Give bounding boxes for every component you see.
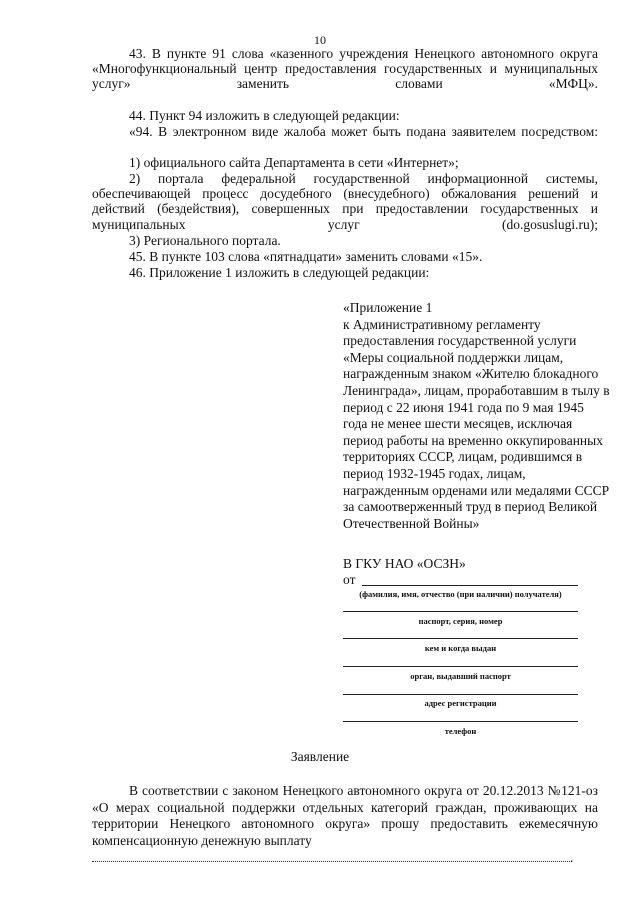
phone-line bbox=[343, 710, 578, 722]
item-43: 43. В пункте 91 слова «казенного учреждения Ненецкого автономного округа «Многофункциональный центр предоставления государственных и муниципальных услуг» заменить словами «МФЦ». bbox=[92, 46, 598, 92]
passport-line bbox=[343, 600, 578, 612]
issuer-line bbox=[343, 655, 578, 667]
item-94-sub2: 2) портала федеральной государственной информационной системы, обеспечивающей процесс досудебного (внесудебного) обжалования решений и действий (бездействия), совершенных при предоставлении государственных и муниципальных услуг (do.gosuslugi.ru); bbox=[92, 171, 598, 232]
caption-issued: кем и когда выдан bbox=[424, 643, 497, 653]
caption-issuer: орган, выдавший паспорт bbox=[410, 671, 511, 681]
dotted-fill-line bbox=[92, 853, 572, 862]
item-94-quote: «94. В электронном виде жалоба может быть подана заявителем посредством: bbox=[129, 124, 598, 139]
item-44: 44. Пункт 94 изложить в следующей редакции: bbox=[129, 108, 400, 123]
item-46: 46. Приложение 1 изложить в следующей редакции: bbox=[129, 265, 430, 280]
page-number: 10 bbox=[314, 33, 326, 47]
caption-phone: телефон bbox=[444, 726, 477, 736]
appendix-text: к Административному регламенту предоставления государственной услуги «Меры социальной поддержки лицам, награжденным знаком «Жителю блокадного Ленинграда», лицам, проработавшим в тылу в период с 22 июня 1941 года по 9 мая 1945 года не менее шести месяцев, исключая период работы на временно оккупированных территориях СССР, лицам, родившимся в период 1932-1945 годах, лицам, награжденным орденами или медалями СССР за самоотверженный труд в период Великой Отечественной Войны» bbox=[343, 316, 610, 531]
address-line bbox=[343, 683, 578, 695]
from-label: от bbox=[343, 572, 356, 587]
issued-line bbox=[343, 627, 578, 639]
item-45: 45. В пункте 103 слова «пятнадцати» заменить словами «15». bbox=[129, 249, 483, 264]
caption-passport: паспорт, серия, номер bbox=[418, 616, 503, 626]
appendix-block bbox=[343, 300, 611, 532]
appendix-heading: «Приложение 1 bbox=[343, 300, 433, 315]
statement-end-mark: . bbox=[570, 850, 574, 865]
name-line bbox=[362, 573, 578, 586]
caption-address: адрес регистрации bbox=[424, 698, 497, 708]
item-94-sub3: 3) Регионального портала. bbox=[129, 233, 281, 248]
item-94-sub1: 1) официального сайта Департамента в сети «Интернет»; bbox=[129, 155, 459, 170]
caption-full-name: (фамилия, имя, отчество (при наличии) получателя) bbox=[359, 589, 562, 599]
statement-text: В соответствии с законом Ненецкого автономного округа от 20.12.2013 №121-оз «О мерах социальной поддержки отдельных категорий граждан, проживающих на территории Ненецкого автономного округа» прошу предоставить ежемесячную компенсационную денежную выплату bbox=[92, 783, 598, 848]
statement-title: Заявление bbox=[290, 749, 350, 764]
recipient-label: В ГКУ НАО «ОСЗН» bbox=[343, 556, 466, 571]
